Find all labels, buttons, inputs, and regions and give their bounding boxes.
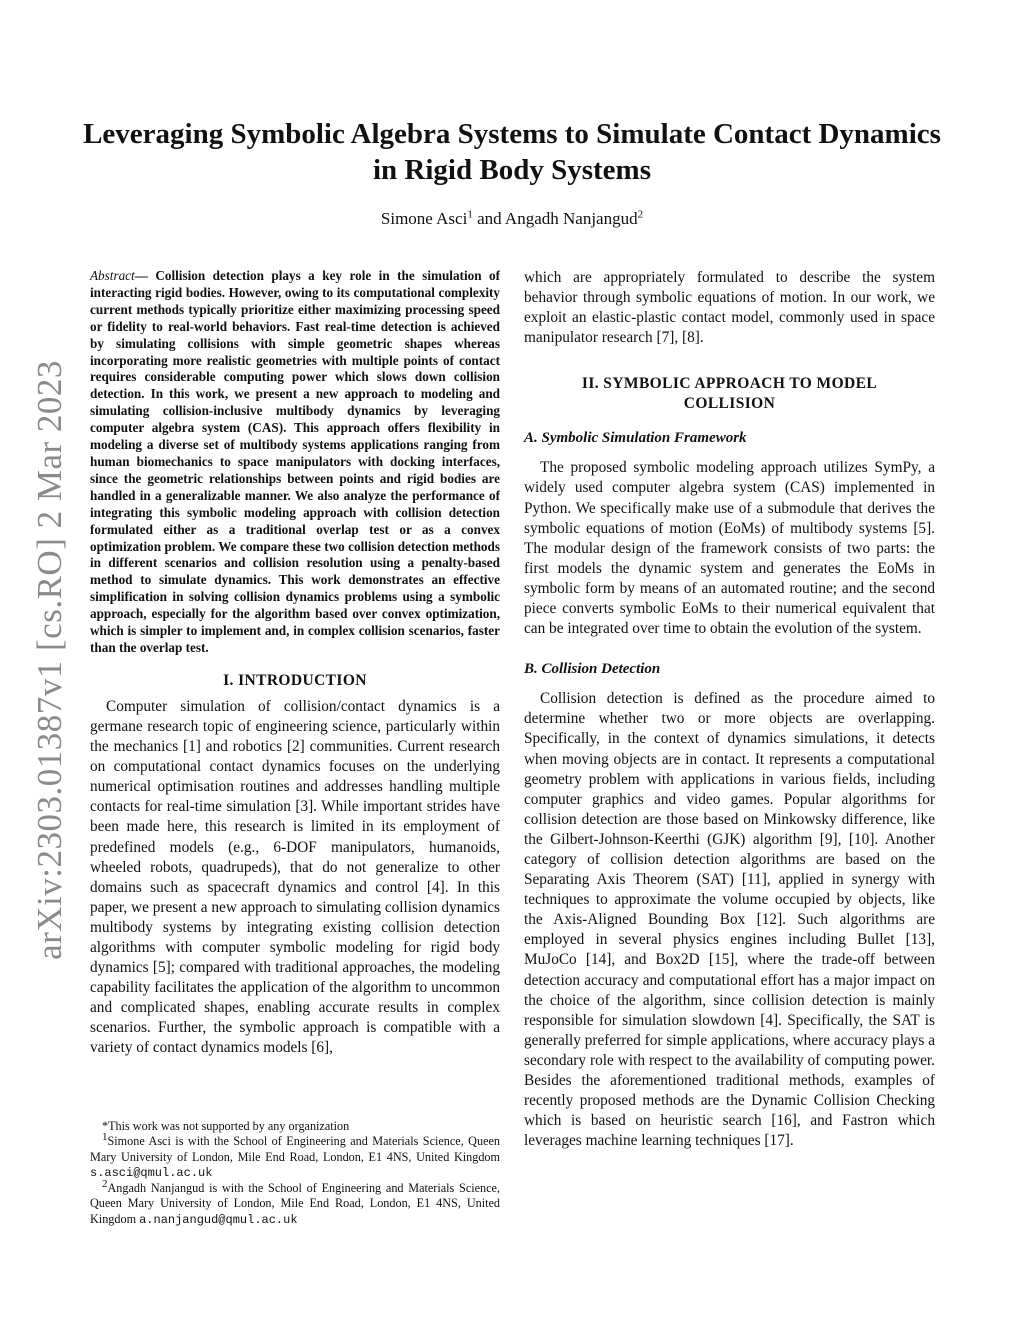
footnote-1-marker: 1 xyxy=(102,1131,108,1144)
author-affil-1: 1 xyxy=(467,208,473,221)
author-name-1: Simone Asci xyxy=(380,209,468,228)
section-heading-line-2: COLLISION xyxy=(683,395,776,413)
author-name-2: Angadh Nanjangud xyxy=(504,209,638,228)
section-heading-symbolic-approach xyxy=(524,374,935,414)
right-column xyxy=(524,268,935,1151)
footnote-2-text: Angadh Nanjangud is with the School of Engineering and Materials Science, Queen Mary University of London, Mile End Road, London, E1 4NS, United Kingdom xyxy=(90,1181,500,1226)
abstract xyxy=(90,268,500,657)
author-2-email[interactable]: a.nanjangud@qmul.ac.uk xyxy=(139,1212,298,1227)
abstract-label: Abstract xyxy=(90,268,135,283)
framework-paragraph: The proposed symbolic modeling approach utilizes SymPy, a widely used computer algebra system (CAS) implemented in Python. We specifically make use of a submodule that derives the symbolic equations of motion (EoMs) of multibody systems [5]. The modular design of the framework consists of two parts: the first models the dynamic system and generates the EoMs in symbolic form by means of an automated routine; and the second piece converts symbolic EoMs to their numerical equivalent that can be integrated over time to obtain the evolution of the system. xyxy=(524,459,935,638)
footnote-2-marker: 2 xyxy=(102,1178,108,1191)
footnote-funding: *This work was not supported by any organization xyxy=(102,1119,350,1133)
author-1-email[interactable]: s.asci@qmul.ac.uk xyxy=(90,1165,213,1180)
introduction-continued: which are appropriately formulated to describe the system behavior through symbolic equations of motion. In our work, we exploit an elastic-plastic contact model, commonly used in space manipulator research [7], [8]. xyxy=(524,269,935,347)
author-line xyxy=(80,209,944,229)
left-column xyxy=(90,268,500,1059)
introduction-paragraph: Computer simulation of collision/contact dynamics is a germane research topic of engineering science, particularly within the mechanics [1] and robotics [2] communities. Current research on computational contact dynamics focuses on the underlying numerical optimisation routines and addresses handling multiple contacts for real-time simulation [3]. While important strides have been made here, this research is limited in its employment of predefined models (e.g., 6-DOF manipulators, humanoids, wheeled robots, quadrupeds), that do not generalize to other domains such as spacecraft dynamics and control [4]. In this paper, we present a new approach to simulating collision dynamics multibody systems by integrating existing collision detection algorithms with computer symbolic modeling for rigid body dynamics [5]; compared with traditional approaches, the modeling capability facilitates the application of the algorithm to uncommon and complicated shapes, enabling accurate results in complex scenarios. Further, the symbolic approach is compatible with a variety of contact dynamics models [6], xyxy=(90,697,500,1057)
section-heading-introduction: I. INTRODUCTION xyxy=(223,671,367,689)
author-affil-2: 2 xyxy=(637,208,644,221)
arxiv-stamp-text: arXiv:2303.01387v1 [cs.RO] 2 Mar 2023 xyxy=(30,360,69,960)
footnote-author-1 xyxy=(90,1131,500,1181)
footnote-author-2 xyxy=(90,1178,500,1228)
author-conjunction: and xyxy=(472,209,505,228)
subsection-heading-collision-detection: B. Collision Detection xyxy=(524,661,661,678)
subsection-heading-framework: A. Symbolic Simulation Framework xyxy=(524,430,747,447)
section-heading-line-1: II. SYMBOLIC APPROACH TO MODEL xyxy=(581,375,878,393)
footnotes xyxy=(90,1119,500,1228)
paper-title: Leveraging Symbolic Algebra Systems to Simulate Contact Dynamics in Rigid Body Systems xyxy=(83,118,941,186)
abstract-text: Collision detection plays a key role in the simulation of interacting rigid bodies. However, owing to its computational complexity current methods typically prioritize either maximizing processing speed or fidelity to real-world behaviors. Fast real-time detection is achieved by simulating collisions with simple geometric shapes whereas incorporating more realistic geometries with multiple points of contact requires considerable computing power which slows down collision detection. In this work, we present a new approach to modeling and simulating collision-inclusive multibody dynamics by leveraging computer algebra system (CAS). This approach offers flexibility in modeling a diverse set of multibody systems applications ranging from human biomechanics to space manipulators with docking interfaces, since the geometric relationships between points and rigid bodies are handled in a generalizable manner. We also analyze the performance of integrating this symbolic modeling approach with collision detection formulated either as a traditional overlap test or as a convex optimization problem. We compare these two collision detection methods in different scenarios and collision resolution using a penalty-based method to simulate dynamics. This work demonstrates an effective simplification in solving collision dynamics problems using a symbolic approach, especially for the algorithm based over convex optimization, which is simpler to implement and, in complex collision scenarios, faster than the overlap test. xyxy=(90,268,500,655)
footnote-1-text: Simone Asci is with the School of Engineering and Materials Science, Queen Mary University of London, Mile End Road, London, E1 4NS, United Kingdom xyxy=(90,1134,500,1164)
abstract-dash: — xyxy=(134,268,156,283)
arxiv-stamp xyxy=(20,360,80,960)
collision-detection-paragraph: Collision detection is defined as the procedure aimed to determine whether two or more objects are overlapping. Specifically, in the context of dynamics simulations, it detects when moving objects are in contact. It represents a computational geometry problem with applications in various fields, including computer graphics and video games. Popular algorithms for collision detection are those based on Minkowsky difference, like the Gilbert-Johnson-Keerthi (GJK) algorithm [9], [10]. Another category of collision detection algorithms are based on the Separating Axis Theorem (SAT) [11], applied in synergy with techniques to approximate the volume occupied by objects, like the Axis-Aligned Bounding Box [12]. Such algorithms are employed in several physics engines including Bullet [13], MuJoCo [14], and Box2D [15], where the trade-off between detection accuracy and computational effort has a major impact on the choice of the algorithm, since collision detection is mainly responsible for simulation slowdown [4]. Specifically, the SAT is generally preferred for simple applications, where accuracy plays a secondary role with respect to the availability of computing power. Besides the aforementioned traditional methods, examples of recently proposed methods are the Dynamic Collision Checking which is based on heuristic search [16], and Fastron which leverages machine learning techniques [17]. xyxy=(524,690,935,1150)
